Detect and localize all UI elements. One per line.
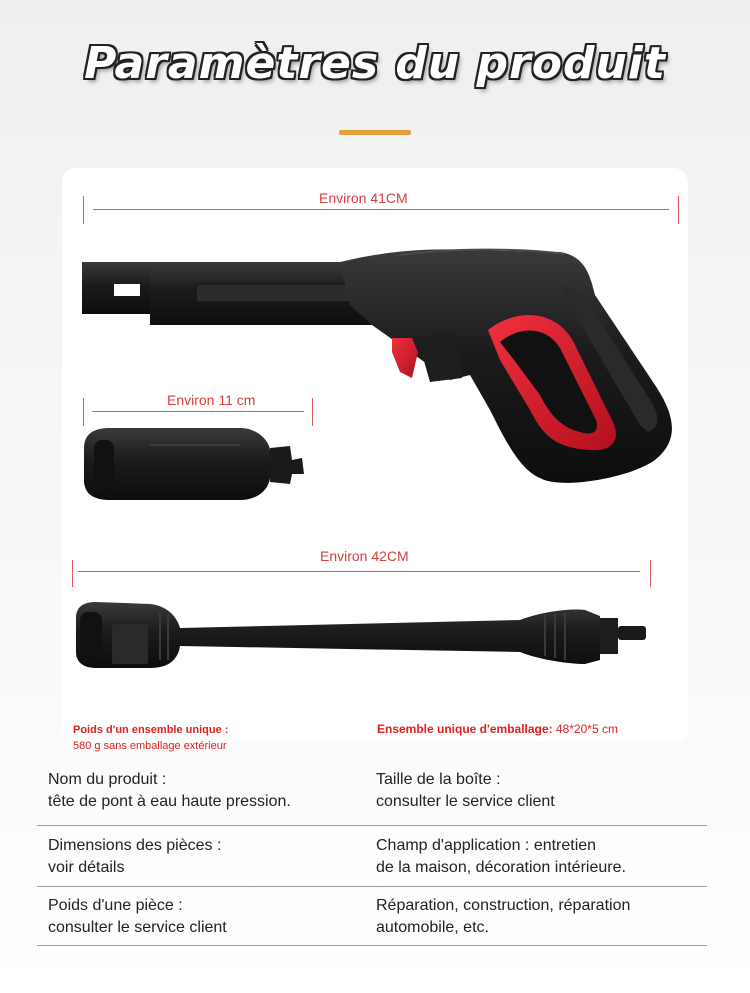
spec-value: voir détails: [48, 859, 125, 876]
specs-row: [37, 765, 707, 826]
weight-label: Poids d'un ensemble unique :: [73, 724, 229, 736]
spec-cell: [376, 835, 696, 879]
spec-value: automobile, etc.: [376, 919, 489, 936]
lance-image: [76, 602, 646, 668]
spec-cell: [48, 835, 348, 879]
packaging-value: 48*20*5 cm: [555, 722, 618, 736]
spec-cell: [48, 895, 348, 939]
spec-value: consulter le service client: [376, 793, 555, 810]
spec-key: Nom du produit :: [48, 771, 167, 788]
page-title: Paramètres du produit: [84, 38, 666, 89]
spec-key: Taille de la boîte :: [376, 771, 501, 788]
spec-key: Dimensions des pièces :: [48, 837, 222, 854]
specs-row: [37, 887, 707, 946]
spec-key: Réparation, construction, réparation: [376, 897, 631, 914]
specs-row: [37, 826, 707, 887]
spec-cell: [376, 769, 696, 813]
dimension-nozzle-label: Environ 11 cm: [164, 392, 258, 408]
dimension-lance-label: Environ 42CM: [317, 548, 412, 564]
dimension-gun-label: Environ 41CM: [316, 190, 411, 206]
packaging-label: Ensemble unique d'emballage:: [377, 722, 553, 736]
spec-cell: [48, 769, 348, 813]
spec-key: Champ d'application : entretien: [376, 837, 597, 854]
weight-info: [73, 722, 228, 754]
spec-key: Poids d'une pièce :: [48, 897, 183, 914]
nozzle-image: [84, 428, 304, 500]
packaging-info: [377, 722, 618, 736]
spec-value: de la maison, décoration intérieure.: [376, 859, 626, 876]
weight-value: 580 g sans emballage extérieur: [73, 740, 227, 752]
spec-value: tête de pont à eau haute pression.: [48, 793, 291, 810]
spec-value: consulter le service client: [48, 919, 227, 936]
specs-table: [37, 765, 707, 946]
spec-cell: [376, 895, 696, 939]
